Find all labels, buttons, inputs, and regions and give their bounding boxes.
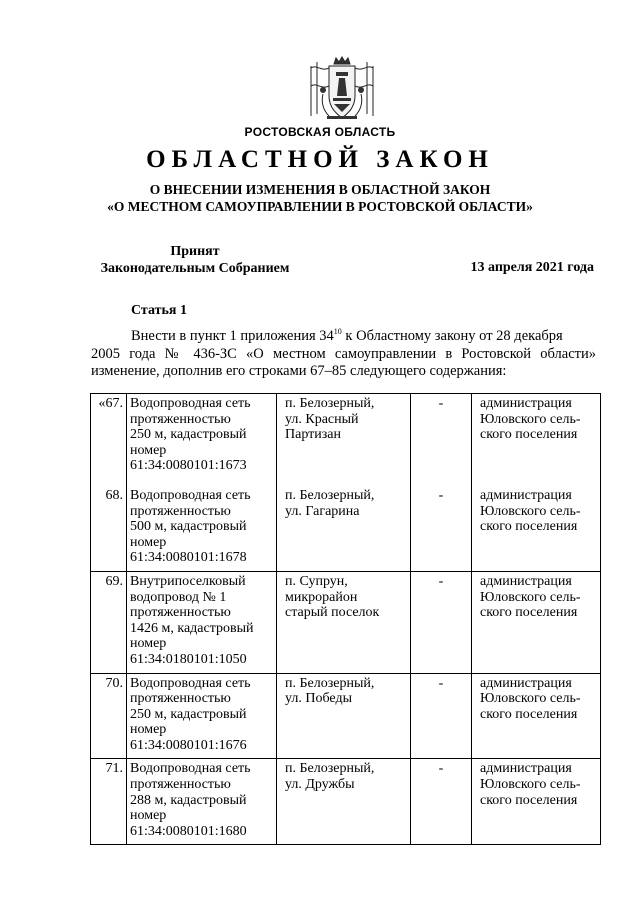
cell-line: Юловского сель- <box>480 503 581 519</box>
cell-line: администрация <box>480 761 572 777</box>
cell-line: водопровод № 1 <box>130 589 227 605</box>
cell-line: администрация <box>480 573 572 589</box>
cell-line: ул. Гагарина <box>285 503 360 519</box>
row-number: 69. <box>91 571 127 673</box>
cell-line: п. Белозерный, <box>285 675 375 691</box>
paragraph-line-2: 2005 года № 436-ЗС «О местном самоуправлении в Ростовской области» <box>91 345 596 362</box>
adoption-line-2: Законодательным Собранием <box>100 261 290 276</box>
objects-table <box>90 393 601 845</box>
row-number: «67. <box>91 394 127 486</box>
cell-line: протяженностью <box>130 777 231 793</box>
cell-line: 250 м, кадастровый <box>130 427 247 443</box>
cell-line: Внутрипоселковый <box>130 573 246 589</box>
cell-line: ского поселения <box>480 427 578 443</box>
empty-mark: - <box>411 394 472 486</box>
object-address <box>277 759 411 845</box>
cell-line: Юловского сель- <box>480 691 581 707</box>
table-row <box>91 486 601 571</box>
empty-mark: - <box>411 673 472 759</box>
cell-line: протяженностью <box>130 605 231 621</box>
region-name: РОСТОВСКАЯ ОБЛАСТЬ <box>244 125 396 139</box>
empty-mark: - <box>411 571 472 673</box>
cell-line: протяженностью <box>130 691 231 707</box>
article-title: Статья 1 <box>131 303 187 318</box>
cell-line: 288 м, кадастровый <box>130 792 247 808</box>
coat-of-arms-icon <box>303 56 381 122</box>
cell-line: 61:34:0180101:1050 <box>130 651 247 667</box>
table-row <box>91 673 601 759</box>
cell-line: п. Супрун, <box>285 573 348 589</box>
cell-line: Партизан <box>285 427 341 443</box>
empty-mark: - <box>411 486 472 571</box>
object-address <box>277 394 411 486</box>
cell-line: Водопроводная сеть <box>130 761 251 777</box>
cell-line: п. Белозерный, <box>285 761 375 777</box>
object-description <box>127 673 277 759</box>
cell-line: номер <box>130 636 167 652</box>
adoption-line-1: Принят <box>170 244 220 259</box>
paragraph-line-1: Внести в пункт 1 приложения $34^{10}$ к Областному закону от 28 декабря <box>131 327 563 344</box>
cell-line: Водопроводная сеть <box>130 675 251 691</box>
object-description <box>127 759 277 845</box>
object-description <box>127 394 277 486</box>
law-subtitle-line-1: О ВНЕСЕНИИ ИЗМЕНЕНИЯ В ОБЛАСТНОЙ ЗАКОН <box>149 182 491 197</box>
object-description <box>127 486 277 571</box>
cell-line: номер <box>130 808 167 824</box>
cell-line: Юловского сель- <box>480 411 581 427</box>
cell-line: 61:34:0080101:1680 <box>130 823 247 839</box>
cell-line: протяженностью <box>130 503 231 519</box>
cell-line: Юловского сель- <box>480 777 581 793</box>
object-address <box>277 673 411 759</box>
cell-line: ского поселения <box>480 519 578 535</box>
row-number: 70. <box>91 673 127 759</box>
cell-line: администрация <box>480 675 572 691</box>
cell-line: Водопроводная сеть <box>130 396 251 411</box>
cell-line: п. Белозерный, <box>285 487 375 503</box>
cell-line: ского поселения <box>480 605 578 621</box>
cell-line: Юловского сель- <box>480 589 581 605</box>
cell-line: п. Белозерный, <box>285 396 375 411</box>
adoption-date: 13 апреля 2021 года <box>470 260 594 275</box>
cell-line: Водопроводная сеть <box>130 487 251 503</box>
object-owner <box>472 394 601 486</box>
cell-line: микрорайон <box>285 589 358 605</box>
cell-line: ул. Дружбы <box>285 777 355 793</box>
object-address <box>277 486 411 571</box>
table-row <box>91 759 601 845</box>
cell-line: 61:34:0080101:1676 <box>130 737 247 753</box>
cell-line: номер <box>130 722 167 738</box>
object-owner <box>472 486 601 571</box>
cell-line: ул. Победы <box>285 691 352 707</box>
cell-line: номер <box>130 442 167 458</box>
cell-line: 1426 м, кадастровый <box>130 620 254 636</box>
object-owner <box>472 759 601 845</box>
empty-mark: - <box>411 759 472 845</box>
cell-line: старый поселок <box>285 605 380 621</box>
row-number: 71. <box>91 759 127 845</box>
table-row <box>91 571 601 673</box>
cell-line: номер <box>130 534 167 550</box>
law-subtitle-line-2: «О МЕСТНОМ САМОУПРАВЛЕНИИ В РОСТОВСКОЙ ОБЛАСТИ» <box>107 199 533 214</box>
cell-line: 61:34:0080101:1678 <box>130 550 247 566</box>
cell-line: администрация <box>480 396 572 411</box>
cell-line: ского поселения <box>480 706 578 722</box>
object-address <box>277 571 411 673</box>
law-title: ОБЛАСТНОЙ ЗАКОН <box>146 146 494 173</box>
article-paragraph <box>91 323 596 381</box>
object-owner <box>472 571 601 673</box>
cell-line: 250 м, кадастровый <box>130 706 247 722</box>
object-owner <box>472 673 601 759</box>
cell-line: ул. Красный <box>285 411 359 427</box>
cell-line: администрация <box>480 487 572 503</box>
cell-line: 500 м, кадастровый <box>130 519 247 535</box>
cell-line: протяженностью <box>130 411 231 427</box>
table-row <box>91 394 601 486</box>
adoption-block <box>90 243 300 277</box>
object-description <box>127 571 277 673</box>
paragraph-line-3: изменение, дополнив его строками 67–85 следующего содержания: <box>91 363 507 379</box>
row-number: 68. <box>91 486 127 571</box>
cell-line: 61:34:0080101:1673 <box>130 458 247 474</box>
cell-line: ского поселения <box>480 792 578 808</box>
